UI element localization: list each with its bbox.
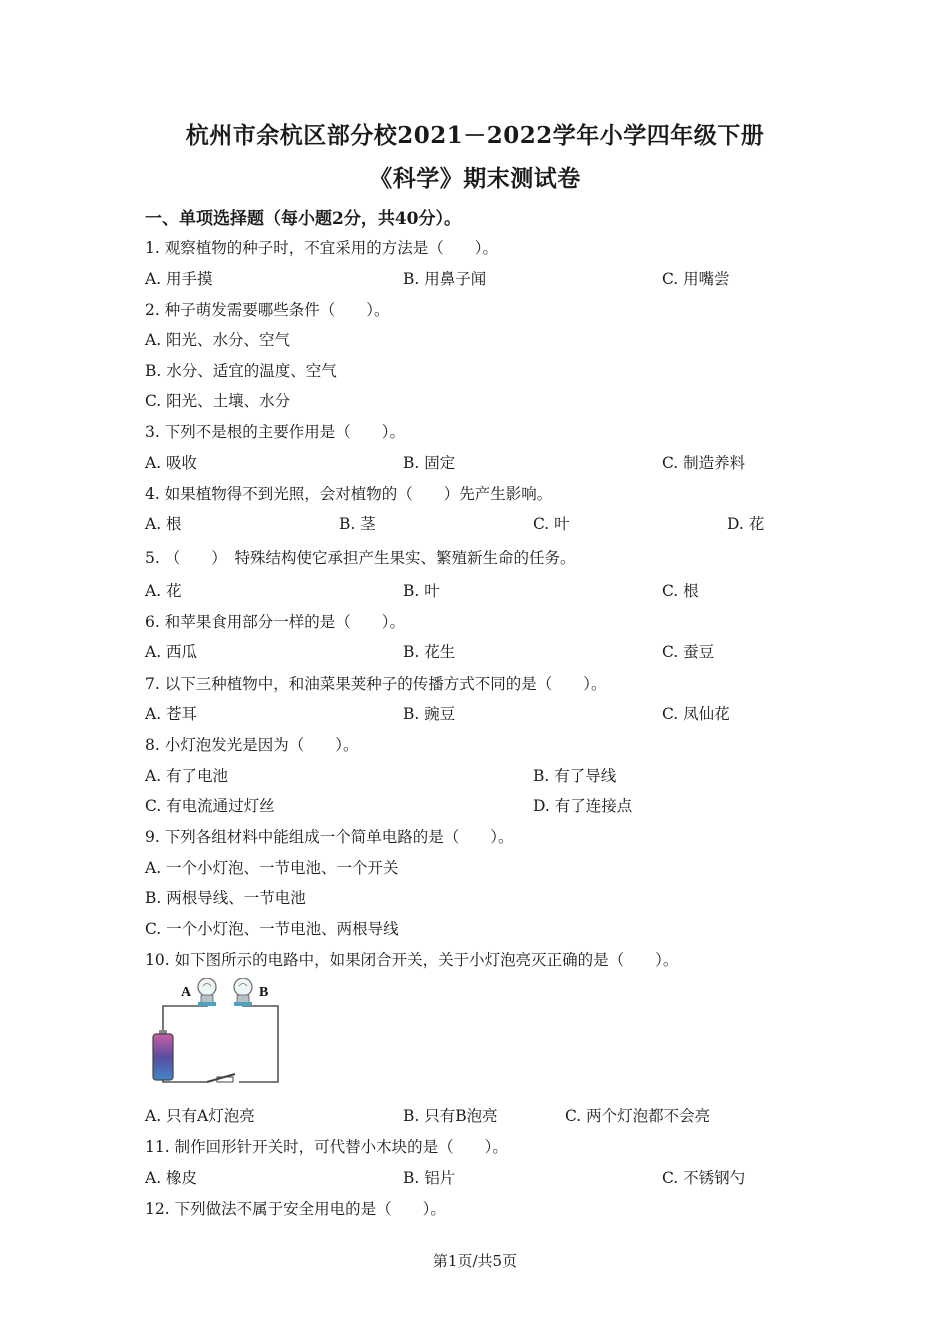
q7-option-b: B. 豌豆: [403, 705, 456, 723]
q6-option-c: C. 蚕豆: [662, 643, 715, 661]
q2-option-c: C. 阳光、土壤、水分: [145, 392, 291, 410]
q4-option-d: D. 花: [727, 515, 765, 533]
q5-option-b: B. 叶: [403, 582, 440, 600]
q11-option-a: A. 橡皮: [145, 1169, 198, 1187]
q11-option-c: C. 不锈钢勺: [662, 1169, 746, 1187]
q9-option-b: B. 两根导线、一节电池: [145, 889, 306, 907]
section-heading: 一、单项选择题（每小题2分，共40分）。: [145, 209, 461, 229]
circuit-diagram: [145, 978, 285, 1090]
question-6: 6. 和苹果食用部分一样的是（ ）。: [145, 613, 405, 631]
bulb-a-icon: [198, 978, 216, 1006]
battery-icon: [153, 1030, 173, 1080]
q10-option-a: A. 只有A灯泡亮: [145, 1107, 255, 1125]
q8-option-d: D. 有了连接点: [533, 797, 633, 815]
q5-option-c: C. 根: [662, 582, 699, 600]
exam-title-line2: 《科学》期末测试卷: [369, 165, 581, 192]
q8-option-a: A. 有了电池: [145, 767, 229, 785]
q3-option-c: C. 制造养料: [662, 454, 746, 472]
q10-option-b: B. 只有B泡亮: [403, 1107, 498, 1125]
question-12: 12. 下列做法不属于安全用电的是（ ）。: [145, 1200, 446, 1218]
q4-option-a: A. 根: [145, 515, 182, 533]
question-11: 11. 制作回形针开关时，可代替小木块的是（ ）。: [145, 1138, 508, 1156]
q9-option-a: A. 一个小灯泡、一节电池、一个开关: [145, 859, 399, 877]
q6-option-a: A. 西瓜: [145, 643, 198, 661]
question-1: 1. 观察植物的种子时，不宜采用的方法是（ ）。: [145, 239, 498, 257]
page-footer: 第1页/共5页: [432, 1252, 518, 1270]
q7-option-c: C. 凤仙花: [662, 705, 730, 723]
q3-option-a: A. 吸收: [145, 454, 198, 472]
question-3: 3. 下列不是根的主要作用是（ ）。: [145, 423, 405, 441]
q10-option-c: C. 两个灯泡都不会亮: [565, 1107, 711, 1125]
q4-option-b: B. 茎: [339, 515, 376, 533]
q8-option-b: B. 有了导线: [533, 767, 617, 785]
q8-option-c: C. 有电流通过灯丝: [145, 797, 275, 815]
q6-option-b: B. 花生: [403, 643, 456, 661]
q1-option-a: A. 用手摸: [145, 270, 213, 288]
switch-lever: [207, 1074, 235, 1082]
bulb-a-label: A: [181, 985, 192, 1000]
q1-option-b: B. 用鼻子闻: [403, 270, 487, 288]
q5-option-a: A. 花: [145, 582, 182, 600]
question-4: 4. 如果植物得不到光照，会对植物的（ ）先产生影响。: [145, 485, 553, 503]
q1-option-c: C. 用嘴尝: [662, 270, 730, 288]
bulb-b-icon: [234, 978, 252, 1006]
question-5: 5. （ ） 特殊结构使它承担产生果实、繁殖新生命的任务。: [145, 549, 576, 567]
q7-option-a: A. 苍耳: [145, 705, 198, 723]
wire-right: [239, 998, 278, 1082]
q2-option-a: A. 阳光、水分、空气: [145, 331, 291, 349]
question-8: 8. 小灯泡发光是因为（ ）。: [145, 736, 359, 754]
q4-option-c: C. 叶: [533, 515, 570, 533]
question-2: 2. 种子萌发需要哪些条件（ ）。: [145, 301, 390, 319]
question-9: 9. 下列各组材料中能组成一个简单电路的是（ ）。: [145, 828, 514, 846]
question-10: 10. 如下图所示的电路中，如果闭合开关，关于小灯泡亮灭正确的是（ ）。: [145, 951, 679, 969]
q9-option-c: C. 一个小灯泡、一节电池、两根导线: [145, 920, 399, 938]
q11-option-b: B. 铝片: [403, 1169, 456, 1187]
exam-title-line1: 杭州市余杭区部分校2021－2022学年小学四年级下册: [185, 122, 765, 149]
bulb-b-label: B: [259, 985, 269, 1000]
question-7: 7. 以下三种植物中，和油菜果荚种子的传播方式不同的是（ ）。: [145, 675, 607, 693]
q3-option-b: B. 固定: [403, 454, 456, 472]
q2-option-b: B. 水分、适宜的温度、空气: [145, 362, 337, 380]
